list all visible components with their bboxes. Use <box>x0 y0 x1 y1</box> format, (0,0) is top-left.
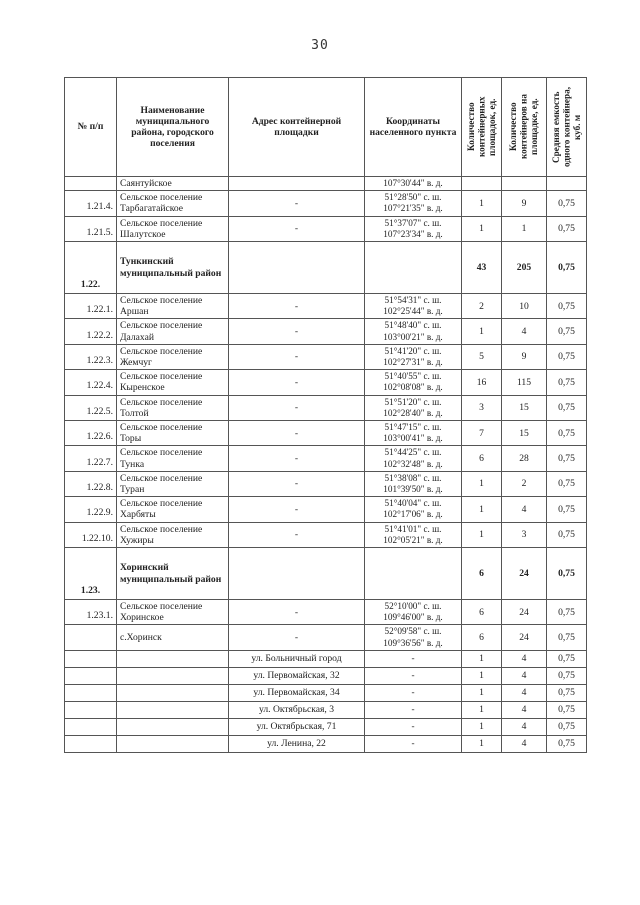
row-number: 1.22. <box>65 242 117 294</box>
row-capacity: 0,75 <box>547 718 587 735</box>
row-containers: 4 <box>502 684 547 701</box>
row-name: Сельское поселение Жемчуг <box>117 344 229 369</box>
row-number: 1.22.9. <box>65 497 117 522</box>
row-coords: 51°40'04" с. ш. 102°17'06" в. д. <box>365 497 462 522</box>
row-containers: 4 <box>502 319 547 344</box>
row-number: 1.22.3. <box>65 344 117 369</box>
row-capacity: 0,75 <box>547 421 587 446</box>
row-coords <box>365 242 462 294</box>
table-row <box>65 497 587 522</box>
row-capacity: 0,75 <box>547 216 587 241</box>
table-row <box>65 294 587 319</box>
row-address: - <box>229 522 365 547</box>
page-number: 30 <box>311 38 329 53</box>
row-sites: 1 <box>462 667 502 684</box>
row-coords: - <box>365 735 462 752</box>
row-name: Тункинский муниципальный район <box>117 242 229 294</box>
row-containers: 4 <box>502 718 547 735</box>
row-sites: 6 <box>462 625 502 650</box>
row-sites: 43 <box>462 242 502 294</box>
row-address <box>229 242 365 294</box>
row-containers: 15 <box>502 395 547 420</box>
row-number <box>65 718 117 735</box>
row-sites: 1 <box>462 718 502 735</box>
row-capacity: 0,75 <box>547 242 587 294</box>
table-row <box>65 319 587 344</box>
row-address: ул. Октябрьская, 3 <box>229 701 365 718</box>
row-coords: 51°41'20" с. ш. 102°27'31" в. д. <box>365 344 462 369</box>
row-name: Сельское поселение Шалутское <box>117 216 229 241</box>
row-number: 1.22.10. <box>65 522 117 547</box>
row-containers <box>502 177 547 191</box>
row-number: 1.22.5. <box>65 395 117 420</box>
row-coords: 52°10'00" с. ш. 109°46'00" в. д. <box>365 600 462 625</box>
table-row <box>65 177 587 191</box>
row-sites: 1 <box>462 522 502 547</box>
table-row <box>65 701 587 718</box>
row-capacity: 0,75 <box>547 650 587 667</box>
row-address: - <box>229 216 365 241</box>
header-containers <box>502 78 547 177</box>
table-row <box>65 421 587 446</box>
row-coords: - <box>365 701 462 718</box>
row-containers: 24 <box>502 625 547 650</box>
row-sites: 7 <box>462 421 502 446</box>
row-containers: 4 <box>502 650 547 667</box>
row-sites: 3 <box>462 395 502 420</box>
row-coords: 51°37'07" с. ш. 107°23'34" в. д. <box>365 216 462 241</box>
row-name <box>117 684 229 701</box>
row-containers: 4 <box>502 497 547 522</box>
row-number: 1.22.1. <box>65 294 117 319</box>
row-sites: 6 <box>462 446 502 471</box>
row-address <box>229 548 365 600</box>
row-address <box>229 177 365 191</box>
table-row <box>65 395 587 420</box>
row-address: - <box>229 319 365 344</box>
row-name: Сельское поселение Аршан <box>117 294 229 319</box>
table-row <box>65 650 587 667</box>
row-name: Сельское поселение Хужиры <box>117 522 229 547</box>
table-row <box>65 625 587 650</box>
row-capacity: 0,75 <box>547 294 587 319</box>
row-number <box>65 650 117 667</box>
row-sites: 6 <box>462 600 502 625</box>
district-row <box>65 242 587 294</box>
table-row <box>65 471 587 496</box>
row-number: 1.21.4. <box>65 191 117 216</box>
row-name: Сельское поселение Толтой <box>117 395 229 420</box>
row-address: - <box>229 370 365 395</box>
table-row <box>65 370 587 395</box>
row-name <box>117 718 229 735</box>
row-address: - <box>229 600 365 625</box>
row-number <box>65 625 117 650</box>
row-name: Сельское поселение Харбяты <box>117 497 229 522</box>
row-coords: 51°47'15" с. ш. 103°00'41" в. д. <box>365 421 462 446</box>
row-name: Сельское поселение Тарбагатайское <box>117 191 229 216</box>
row-sites: 16 <box>462 370 502 395</box>
row-number <box>65 735 117 752</box>
row-number: 1.22.7. <box>65 446 117 471</box>
row-capacity: 0,75 <box>547 471 587 496</box>
row-address: - <box>229 344 365 369</box>
row-coords: - <box>365 684 462 701</box>
row-name: Сельское поселение Хоринское <box>117 600 229 625</box>
row-coords: - <box>365 718 462 735</box>
row-coords: 51°41'01" с. ш. 102°05'21" в. д. <box>365 522 462 547</box>
row-containers: 4 <box>502 735 547 752</box>
row-capacity: 0,75 <box>547 548 587 600</box>
header-sites <box>462 78 502 177</box>
row-number: 1.22.4. <box>65 370 117 395</box>
row-name: Сельское поселение Туран <box>117 471 229 496</box>
row-sites: 6 <box>462 548 502 600</box>
row-number: 1.23.1. <box>65 600 117 625</box>
row-address: ул. Больничный город <box>229 650 365 667</box>
row-number <box>65 667 117 684</box>
row-sites: 2 <box>462 294 502 319</box>
table-row <box>65 667 587 684</box>
row-number: 1.22.6. <box>65 421 117 446</box>
row-sites <box>462 177 502 191</box>
row-capacity: 0,75 <box>547 497 587 522</box>
row-coords: 51°38'08" с. ш. 101°39'50" в. д. <box>365 471 462 496</box>
row-containers: 2 <box>502 471 547 496</box>
row-containers: 9 <box>502 191 547 216</box>
row-capacity: 0,75 <box>547 446 587 471</box>
row-address: - <box>229 191 365 216</box>
row-sites: 1 <box>462 319 502 344</box>
row-containers: 9 <box>502 344 547 369</box>
header-name: Наименование муниципального района, городского поселения <box>117 78 229 177</box>
row-coords: 51°28'50" с. ш. 107°21'35" в. д. <box>365 191 462 216</box>
row-capacity: 0,75 <box>547 684 587 701</box>
row-containers: 4 <box>502 667 547 684</box>
row-number <box>65 684 117 701</box>
row-address: ул. Октябрьская, 71 <box>229 718 365 735</box>
row-containers: 115 <box>502 370 547 395</box>
row-coords: 51°44'25" с. ш. 102°32'48" в. д. <box>365 446 462 471</box>
row-coords: 51°54'31" с. ш. 102°25'44" в. д. <box>365 294 462 319</box>
row-coords: - <box>365 667 462 684</box>
header-coords: Координаты населенного пункта <box>365 78 462 177</box>
row-sites: 1 <box>462 735 502 752</box>
row-name <box>117 701 229 718</box>
row-address: - <box>229 421 365 446</box>
row-address: - <box>229 625 365 650</box>
table-row <box>65 600 587 625</box>
row-address: - <box>229 446 365 471</box>
row-coords <box>365 548 462 600</box>
row-name: Сельское поселение Тунка <box>117 446 229 471</box>
row-sites: 5 <box>462 344 502 369</box>
table-row <box>65 684 587 701</box>
row-name: Сельское поселение Кыренское <box>117 370 229 395</box>
header-sites-label: Количество контейнерных площадок, ед. <box>465 96 497 158</box>
row-name: с.Хоринск <box>117 625 229 650</box>
row-containers: 3 <box>502 522 547 547</box>
header-containers-label: Количество контейнеров на площадке, ед. <box>508 94 540 160</box>
row-sites: 1 <box>462 701 502 718</box>
row-capacity: 0,75 <box>547 667 587 684</box>
row-capacity: 0,75 <box>547 600 587 625</box>
row-coords: - <box>365 650 462 667</box>
row-capacity <box>547 177 587 191</box>
table-row <box>65 735 587 752</box>
row-address: ул. Первомайская, 34 <box>229 684 365 701</box>
row-address: ул. Первомайская, 32 <box>229 667 365 684</box>
row-capacity: 0,75 <box>547 344 587 369</box>
header-capacity-label: Средняя емкость одного контейнера, куб. м <box>550 87 582 168</box>
row-number <box>65 177 117 191</box>
table-body <box>65 177 587 753</box>
row-containers: 15 <box>502 421 547 446</box>
row-containers: 28 <box>502 446 547 471</box>
table-row <box>65 191 587 216</box>
row-sites: 1 <box>462 471 502 496</box>
header-capacity <box>547 78 587 177</box>
row-number <box>65 701 117 718</box>
row-name: Сельское поселение Далахай <box>117 319 229 344</box>
row-capacity: 0,75 <box>547 522 587 547</box>
row-containers: 24 <box>502 600 547 625</box>
row-sites: 1 <box>462 650 502 667</box>
header-address: Адрес контейнерной площадки <box>229 78 365 177</box>
row-coords: 51°40'55" с. ш. 102°08'08" в. д. <box>365 370 462 395</box>
row-capacity: 0,75 <box>547 625 587 650</box>
row-coords: 51°51'20" с. ш. 102°28'40" в. д. <box>365 395 462 420</box>
table-row <box>65 446 587 471</box>
row-name: Саянтуйское <box>117 177 229 191</box>
row-coords: 51°48'40" с. ш. 103°00'21" в. д. <box>365 319 462 344</box>
table-header-row <box>65 78 587 177</box>
row-containers: 4 <box>502 701 547 718</box>
row-name <box>117 650 229 667</box>
row-containers: 1 <box>502 216 547 241</box>
row-address: ул. Ленина, 22 <box>229 735 365 752</box>
row-containers: 10 <box>502 294 547 319</box>
row-name <box>117 667 229 684</box>
table-row <box>65 216 587 241</box>
row-sites: 1 <box>462 497 502 522</box>
row-number: 1.23. <box>65 548 117 600</box>
header-number: № п/п <box>65 78 117 177</box>
row-number: 1.22.8. <box>65 471 117 496</box>
row-number: 1.21.5. <box>65 216 117 241</box>
row-capacity: 0,75 <box>547 319 587 344</box>
row-sites: 1 <box>462 216 502 241</box>
row-address: - <box>229 294 365 319</box>
table-row <box>65 344 587 369</box>
row-address: - <box>229 395 365 420</box>
row-coords: 52°09'58" с. ш. 109°36'56" в. д. <box>365 625 462 650</box>
row-address: - <box>229 471 365 496</box>
row-sites: 1 <box>462 191 502 216</box>
table-row <box>65 718 587 735</box>
row-coords: 107°30'44" в. д. <box>365 177 462 191</box>
row-sites: 1 <box>462 684 502 701</box>
row-containers: 24 <box>502 548 547 600</box>
row-capacity: 0,75 <box>547 191 587 216</box>
row-containers: 205 <box>502 242 547 294</box>
row-capacity: 0,75 <box>547 370 587 395</box>
row-name <box>117 735 229 752</box>
container-sites-table <box>64 77 587 753</box>
row-capacity: 0,75 <box>547 735 587 752</box>
row-number: 1.22.2. <box>65 319 117 344</box>
district-row <box>65 548 587 600</box>
row-capacity: 0,75 <box>547 701 587 718</box>
row-capacity: 0,75 <box>547 395 587 420</box>
row-name: Сельское поселение Торы <box>117 421 229 446</box>
row-address: - <box>229 497 365 522</box>
row-name: Хоринский муниципальный район <box>117 548 229 600</box>
table-row <box>65 522 587 547</box>
